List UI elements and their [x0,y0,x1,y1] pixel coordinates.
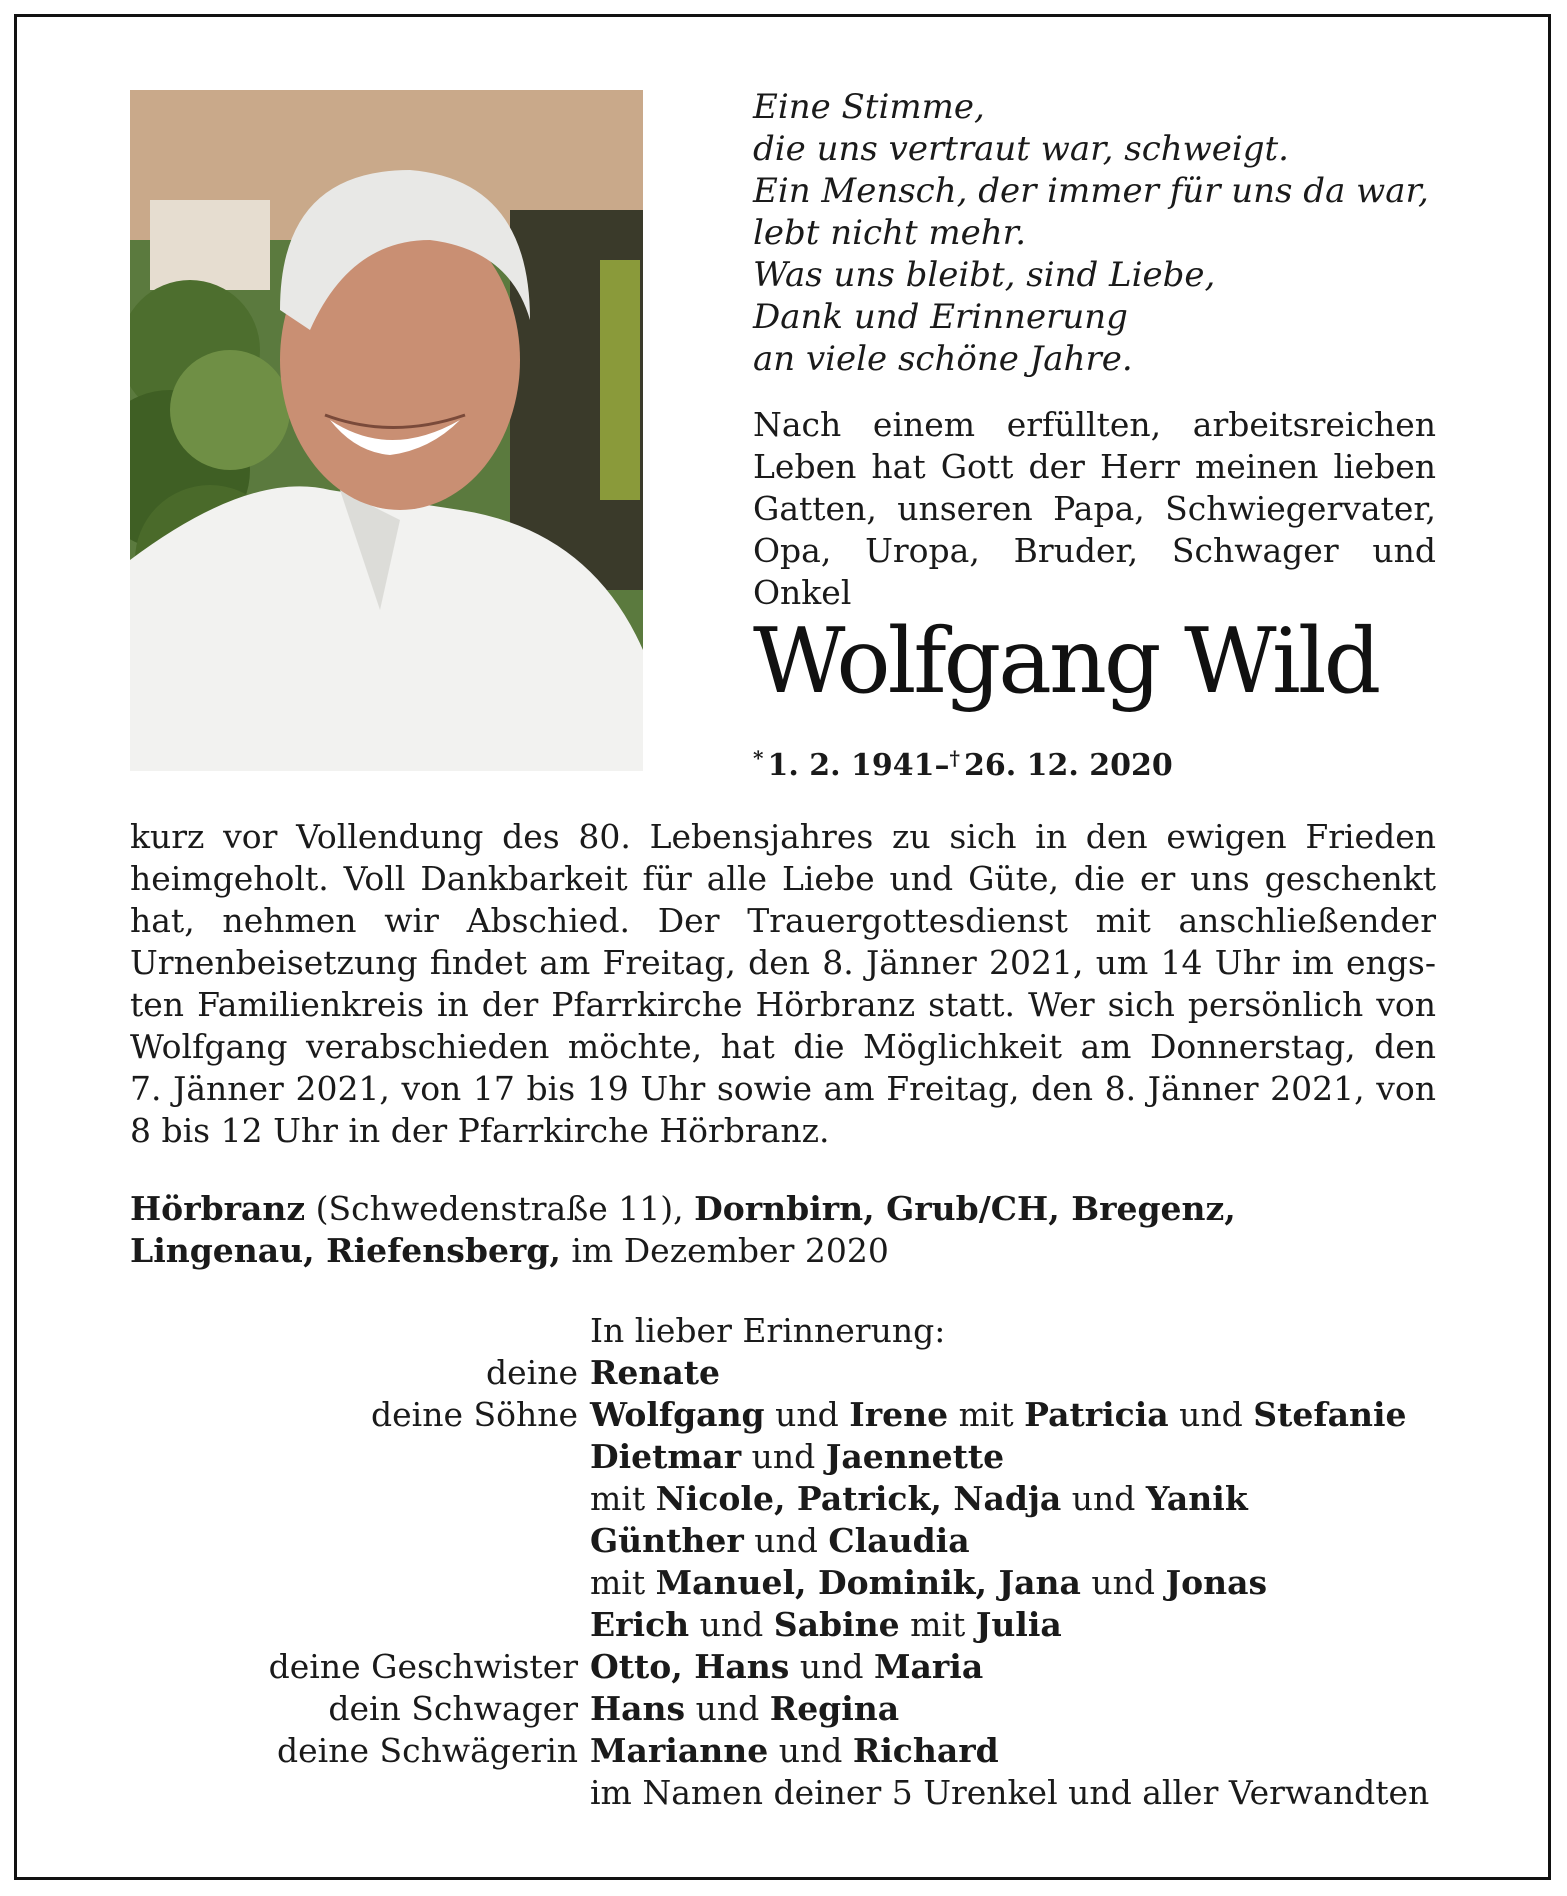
relation-label [130,1436,590,1478]
relation-label: deine Söhne [371,1395,578,1434]
connector-text: und [1080,1563,1166,1602]
family-row [130,1352,1436,1394]
relative-names [590,1562,1436,1604]
intro-line: Leben hat Gott der Herr meinen lieben [753,447,1436,486]
connector-text: und [741,1437,826,1476]
place-towns: Dornbirn, Grub/CH, Bregenz, [694,1189,1236,1228]
relative-name: Sabine [773,1605,900,1644]
birth-date: 1. 2. 1941 [767,748,935,783]
relative-name: Julia [975,1605,1062,1644]
memory-heading: In lieber Erinnerung: [590,1311,946,1350]
relative-name: Yanik [1145,1479,1248,1518]
relative-name: Regina [769,1689,900,1728]
family-row [130,1688,1436,1730]
relative-name: Maria [873,1647,984,1686]
relative-name: Erich [590,1605,690,1644]
relation-label [130,1562,590,1604]
relative-name: Jaennette [825,1437,1005,1476]
intro-text [753,404,1436,614]
relative-name: Irene [849,1395,949,1434]
relative-names [590,1394,1436,1436]
body-line: heimgeholt. Voll Dankbarkeit für alle Liebe und Güte, die er uns geschenkt [130,859,1436,898]
relative-names [590,1646,1436,1688]
relation-label: deine Schwägerin [277,1731,578,1770]
relative-name: Hans [590,1689,686,1728]
family-row [130,1730,1436,1772]
body-line: kurz vor Vollendung des 80. Lebensjahres zu sich in den ewigen Frieden [130,817,1436,856]
relation-label [130,1604,590,1646]
poem-line: Was uns bleibt, sind Liebe, [753,255,1216,295]
body-line: Urnenbeisetzung findet am Freitag, den 8. Jänner 2021, um 14 Uhr im engs- [130,943,1436,982]
relative-name: Wolfgang [590,1395,765,1434]
body-line: 7. Jänner 2021, von 17 bis 19 Uhr sowie am Freitag, den 8. Jänner 2021, von [130,1069,1436,1108]
body-line: Wolfgang verabschieden möchte, hat die Möglichkeit am Donnerstag, den [130,1027,1436,1066]
death-date: 26. 12. 2020 [963,748,1173,783]
relation-label [130,1478,590,1520]
place-date: im Dezember 2020 [560,1231,889,1270]
poem-line: die uns vertraut war, schweigt. [753,129,1289,169]
connector-text: mit [899,1605,976,1644]
relation-label [130,1772,590,1814]
poem-line: an viele schöne Jahre. [753,339,1133,379]
relative-name: Manuel, Dominik, Jana [655,1563,1081,1602]
family-list [130,1310,1436,1814]
relation-label [130,1520,590,1562]
birth-symbol: * [753,746,764,770]
death-symbol: † [949,746,960,770]
family-row [130,1562,1436,1604]
portrait-photo [130,90,643,771]
connector-text: mit [590,1479,656,1518]
relation-label: deine [486,1353,578,1392]
intro-line: Nach einem erfüllten, arbeitsreichen [753,405,1436,444]
poem-line: Eine Stimme, [753,87,985,127]
relative-names [590,1520,1436,1562]
relative-name: Claudia [828,1521,970,1560]
place-line [130,1230,1436,1272]
connector-text: und [1061,1479,1146,1518]
body-line: 8 bis 12 Uhr in der Pfarrkirche Hörbranz. [130,1111,830,1150]
relation-label: deine Geschwister [268,1647,578,1686]
connector-text: und [768,1731,853,1770]
family-row [130,1478,1436,1520]
connector-text: und [689,1605,774,1644]
deceased-name: Wolfgang Wild [753,609,1379,714]
life-dates [753,738,1173,786]
relative-names [590,1478,1436,1520]
portrait-illustration [130,90,643,771]
relative-name: Otto, Hans [590,1647,790,1686]
relative-names [590,1604,1436,1646]
family-row [130,1604,1436,1646]
body-line: hat, nehmen wir Abschied. Der Trauergottesdienst mit anschließender [130,901,1436,940]
place-and-date [130,1188,1436,1272]
family-row [130,1436,1436,1478]
date-separator: – [934,748,950,783]
connector-text: im Namen deiner 5 Urenkel und aller Verwandten [590,1773,1430,1812]
connector-text: mit [948,1395,1025,1434]
relative-names [590,1688,1436,1730]
body-line: ten Familienkreis in der Pfarrkirche Hörbranz statt. Wer sich persönlich von [130,985,1436,1024]
place-towns: Lingenau, Riefensberg, [130,1231,561,1270]
family-row [130,1646,1436,1688]
relative-name: Renate [590,1353,721,1392]
family-row [130,1394,1436,1436]
family-row [130,1520,1436,1562]
family-row [130,1772,1436,1814]
connector-text: und [789,1647,874,1686]
relative-name: Marianne [590,1731,769,1770]
poem [753,86,1453,380]
relation-label: dein Schwager [328,1689,578,1728]
connector-text: und [1168,1395,1254,1434]
poem-line: Ein Mensch, der immer für uns da war, [753,171,1429,211]
poem-line: Dank und Erinnerung [753,297,1128,337]
relative-names [590,1730,1436,1772]
announcement-text [130,816,1436,1152]
place-address: (Schwedenstraße 11), [305,1189,695,1228]
intro-line: Gatten, unseren Papa, Schwiegervater, [753,489,1436,528]
relative-names [590,1436,1436,1478]
relative-names [590,1352,1436,1394]
poem-line: lebt nicht mehr. [753,213,1026,253]
connector-text: und [764,1395,850,1434]
relative-names [590,1772,1436,1814]
connector-text: und [743,1521,829,1560]
intro-line: Opa, Uropa, Bruder, Schwager und Onkel [753,531,1436,612]
memory-heading-row [130,1310,1436,1352]
relative-name: Nicole, Patrick, Nadja [655,1479,1062,1518]
place-town: Hörbranz [130,1189,306,1228]
relative-name: Patricia [1024,1395,1169,1434]
relative-name: Stefanie [1253,1395,1407,1434]
relative-name: Jonas [1165,1563,1268,1602]
place-line [130,1188,1436,1230]
connector-text: und [685,1689,770,1728]
connector-text: mit [590,1563,656,1602]
relative-name: Günther [590,1521,744,1560]
relative-name: Richard [852,1731,999,1770]
relative-name: Dietmar [590,1437,742,1476]
